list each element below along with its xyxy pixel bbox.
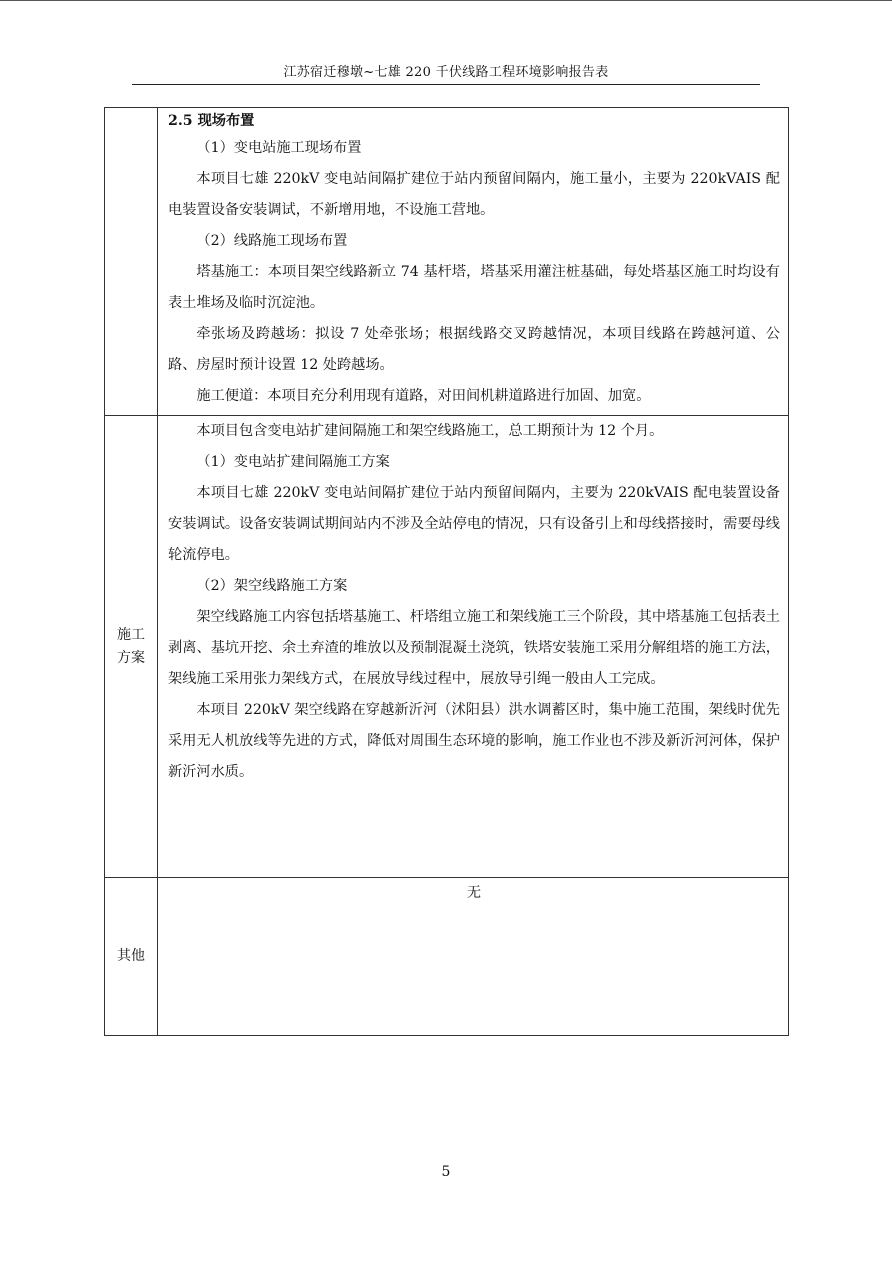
paragraph: 本项目包含变电站扩建间隔施工和架空线路施工，总工期预计为 12 个月。 [196,423,664,439]
content-table [104,107,789,1036]
table-row-other [105,878,789,1036]
row-label-construction-plan [105,416,158,878]
paragraph: 架空线路施工内容包括塔基施工、杆塔组立施工和架线施工三个阶段，其中塔基施工包括表土剥离、基坑开挖、余土弃渣的堆放以及预制混凝土浇筑，铁塔安装施工采用分解组塔的施工方法，架线施工采用张力架线方式，在展放导线过程中，展放导引绳一般由人工完成。 [168,609,780,687]
table-row-site-layout [105,108,789,416]
paragraph: 本项目七雄 220kV 变电站间隔扩建位于站内预留间隔内，施工量小，主要为 220kVAIS 配电装置设备安装调试，不新增用地，不设施工营地。 [168,171,780,218]
construction-plan-cell [158,416,789,878]
label-line: 施工 [117,626,145,643]
site-layout-cell [158,108,789,416]
paragraph: （2）线路施工现场布置 [196,233,348,249]
paragraph: （1）变电站施工现场布置 [196,140,362,156]
paragraph: 本项目 220kV 架空线路在穿越新沂河（沭阳县）洪水调蓄区时，集中施工范围，架线时优先采用无人机放线等先进的方式，降低对周围生态环境的影响，施工作业也不涉及新沂河河体，保护新沂河水质。 [168,702,780,780]
section-title: 2.5 现场布置 [168,113,255,129]
paragraph: 塔基施工：本项目架空线路新立 74 基杆塔，塔基采用灌注桩基础，每处塔基区施工时均设有表土堆场及临时沉淀池。 [168,264,780,311]
label-line: 方案 [117,649,145,666]
other-cell: 无 [158,878,789,1036]
row-label-other: 其他 [105,878,158,1036]
header-title: 江苏宿迁穆墩~七雄 220 千伏线路工程环境影响报告表 [283,65,609,80]
paragraph: （2）架空线路施工方案 [196,578,348,594]
document-header [132,62,760,85]
paragraph: 牵张场及跨越场：拟设 7 处牵张场；根据线路交叉跨越情况，本项目线路在跨越河道、公路、房屋时预计设置 12 处跨越场。 [168,326,780,373]
table-row-construction-plan [105,416,789,878]
page-top-border [0,0,892,1]
page-number: 5 [441,1164,451,1180]
paragraph: 施工便道：本项目充分利用现有道路，对田间机耕道路进行加固、加宽。 [196,388,651,404]
paragraph: （1）变电站扩建间隔施工方案 [196,454,390,470]
row-label-empty [105,108,158,416]
paragraph: 本项目七雄 220kV 变电站间隔扩建位于站内预留间隔内，主要为 220kVAIS 配电装置设备安装调试。设备安装调试期间站内不涉及全站停电的情况，只有设备引上和母线搭接时，需要母线轮流停电。 [168,485,780,563]
